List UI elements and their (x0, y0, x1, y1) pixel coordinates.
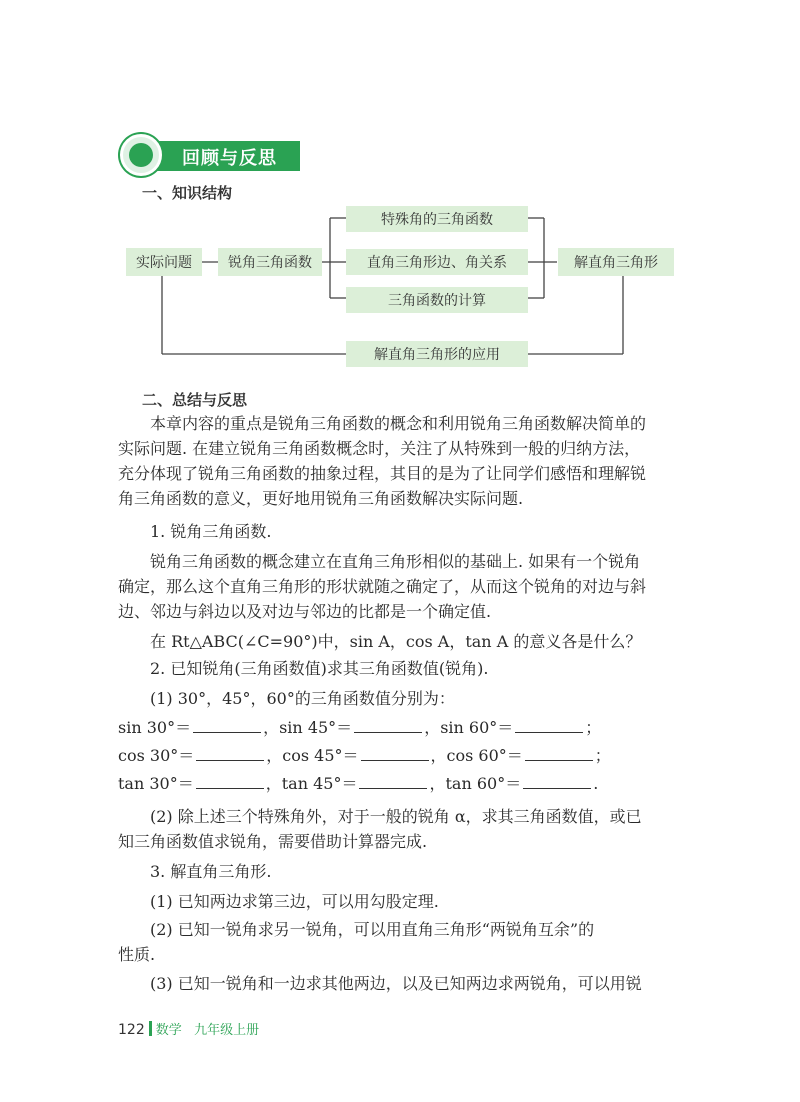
paragraph-line: 边、邻边与斜边以及对边与邻边的比都是一个确定值. (118, 602, 492, 621)
page-footer (118, 1019, 259, 1038)
diagram-node-practical: 实际问题 (126, 248, 202, 276)
diagram-node-calculation: 三角函数的计算 (346, 287, 528, 313)
sin-row: sin 30°＝ ，sin 45°＝ ，sin 60°＝ ； (118, 718, 602, 737)
question-line: 在 Rt△ABC(∠C=90°)中，sin A，cos A，tan A 的意义各是什么？ (150, 632, 642, 651)
answer-blank[interactable] (523, 787, 591, 789)
paragraph-line: (3) 已知一锐角和一边求其他两边，以及已知两边求两锐角，可以用锐 (150, 974, 642, 993)
page-number: 122 (118, 1022, 145, 1038)
answer-blank[interactable] (354, 731, 422, 733)
answer-blank[interactable] (359, 787, 427, 789)
section-title: 回顾与反思 (182, 148, 277, 169)
diagram-node-application: 解直角三角形的应用 (346, 341, 528, 367)
footer-subject: 数学 (155, 1023, 182, 1038)
paragraph-line: (2) 除上述三个特殊角外，对于一般的锐角 α，求其三角函数值，或已 (150, 807, 642, 826)
paragraph-line: (2) 已知一锐角求另一锐角，可以用直角三角形“两锐角互余”的 (150, 920, 595, 939)
diagram-node-trig-functions: 锐角三角函数 (218, 248, 322, 276)
answer-blank[interactable] (515, 731, 583, 733)
paragraph-line: 知三角函数值求锐角，需要借助计算器完成. (118, 832, 428, 851)
paragraph-line: (1) 已知两边求第三边，可以用勾股定理. (150, 892, 439, 911)
answer-blank[interactable] (361, 759, 429, 761)
subheading-3: 3. 解直角三角形. (150, 862, 272, 881)
paragraph-line: 角三角函数的意义，更好地用锐角三角函数解决实际问题. (118, 489, 524, 508)
answer-blank[interactable] (196, 787, 264, 789)
paragraph-line: 本章内容的重点是锐角三角函数的概念和利用锐角三角函数解决简单的 (150, 414, 647, 433)
diagram-node-special-angles: 特殊角的三角函数 (346, 206, 528, 232)
footer-grade: 九年级上册 (194, 1023, 260, 1038)
paragraph-line: 充分体现了锐角三角函数的抽象过程，其目的是为了让同学们感悟和理解锐 (118, 464, 647, 483)
answer-blank[interactable] (525, 759, 593, 761)
paragraph-line: (1) 30°，45°，60°的三角函数值分别为： (150, 689, 455, 708)
paragraph-line: 性质. (118, 945, 156, 964)
paragraph-line: 实际问题. 在建立锐角三角函数概念时，关注了从特殊到一般的归纳方法， (118, 439, 641, 458)
cos-row: cos 30°＝ ，cos 45°＝ ，cos 60°＝ ； (118, 746, 611, 765)
diagram-node-relations: 直角三角形边、角关系 (346, 249, 528, 275)
part1-heading: 一、知识结构 (142, 184, 233, 202)
diagram-connectors (0, 0, 800, 380)
part2-heading: 二、总结与反思 (142, 391, 248, 409)
subheading-2: 2. 已知锐角(三角函数值)求其三角函数值(锐角). (150, 659, 489, 678)
paragraph-line: 确定，那么这个直角三角形的形状就随之确定了，从而这个锐角的对边与斜 (118, 577, 647, 596)
subheading-1: 1. 锐角三角函数. (150, 522, 272, 541)
answer-blank[interactable] (193, 731, 261, 733)
diagram-node-solve-triangle: 解直角三角形 (558, 248, 674, 276)
tan-row: tan 30°＝ ，tan 45°＝ ，tan 60°＝ . (118, 774, 599, 793)
paragraph-line: 锐角三角函数的概念建立在直角三角形相似的基础上. 如果有一个锐角 (150, 552, 641, 571)
answer-blank[interactable] (196, 759, 264, 761)
